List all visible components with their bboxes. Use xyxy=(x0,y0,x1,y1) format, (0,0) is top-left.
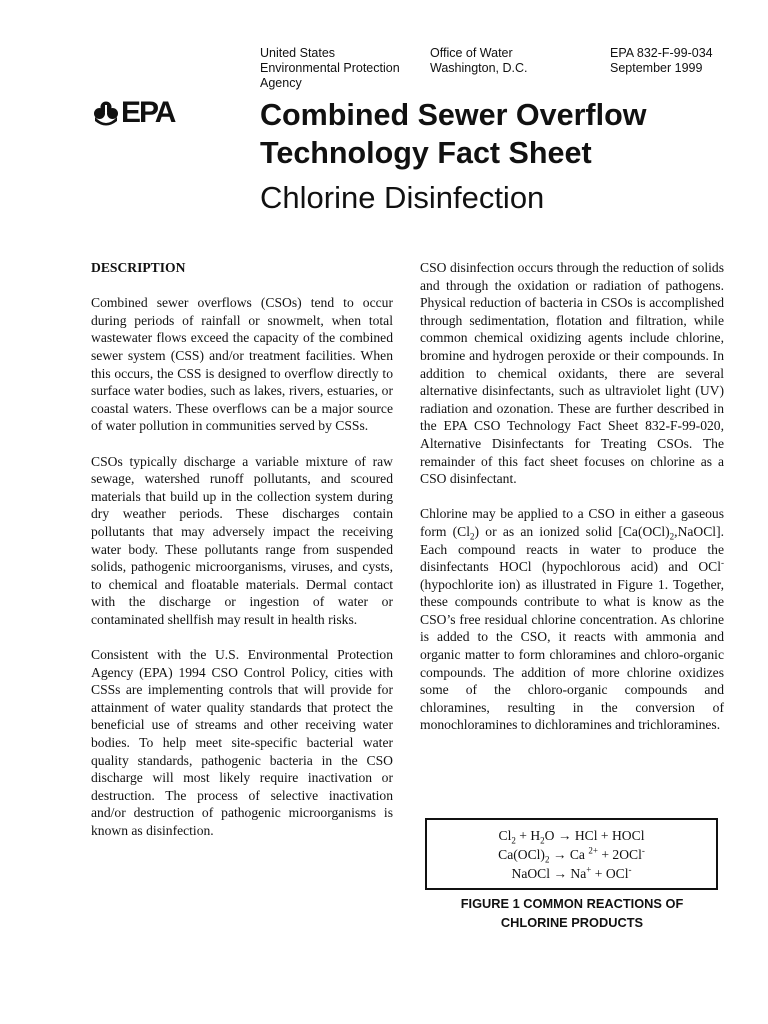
epa-logo-text: EPA xyxy=(121,96,175,129)
subscript: 2 xyxy=(540,835,545,846)
subscript: 2 xyxy=(669,531,675,542)
subscript: 2 xyxy=(470,531,475,542)
figure-caption xyxy=(420,894,724,932)
document-number: EPA 832-F-99-034 xyxy=(610,46,713,60)
document-date: September 1999 xyxy=(610,61,703,75)
text-run: (hypochlorite ion) as illustrated in Figure 1. Together, these compounds contribute to what is know as the CSO’s free residual chlorine concentration. As chlorine is added to the CSO, it reacts with ammonia and organic matter to form chloramines and chloro-organic compounds. The addition of more chlorine oxidizes some of the chloro-organic compounds and chloramines, resulting in the conversion of monochloramines to dichloramines and trichloramines. xyxy=(420,576,724,733)
paragraph-description-1: Combined sewer overflows (CSOs) tend to occur during periods of rainfall or snowmelt, when total wastewater flows exceed the capacity of the combined sewer system (CSS) and/or treatment facilities. When this occurs, the CSS is designed to overflow directly to surface water bodies, such as lakes, rivers, estuaries, or coastal waters. These overflows can be a major source of water pollution in communities served by CSSs. xyxy=(91,295,393,434)
agency-block xyxy=(260,46,420,91)
agency-line-2: Environmental Protection xyxy=(260,61,400,75)
epa-flower-icon xyxy=(92,99,120,127)
superscript: + xyxy=(586,864,592,875)
superscript: 2+ xyxy=(588,845,598,856)
office-block xyxy=(430,46,590,76)
title-line-1: Combined Sewer Overflow xyxy=(260,98,647,132)
document-title xyxy=(260,96,750,172)
text-run: ,NaOCl]. Each compound reacts in water to produce the disinfectants HOCl (hypochlorous acid) and OCl xyxy=(420,523,725,575)
eq-run: + H xyxy=(515,828,541,843)
text-run: ) or as an ionized solid [Ca(OCl) xyxy=(474,523,670,539)
paragraph-description-3: Consistent with the U.S. Environmental Protection Agency (EPA) 1994 CSO Control Policy, cities with CSSs are implementing controls that will provide for attainment of water quality standards that protect the beneficial use of streams and other receiving water bodies. To help meet site-specific bacterial water quality standards, pathogenic bacteria in the CSO discharge will most likely require inactivation or destruction. The process of selective inactivation and/or destruction of pathogenic microorganisms is known as disinfection. xyxy=(91,647,393,838)
equation-2 xyxy=(427,845,716,864)
equation-1 xyxy=(427,826,716,845)
document-number-block xyxy=(610,46,760,76)
office-line-1: Office of Water xyxy=(430,46,513,60)
eq-run: Ca(OCl) xyxy=(498,847,545,862)
figure-reactions-box xyxy=(425,818,718,890)
text-run: Chlorine may be applied to a CSO in either a gaseous form (Cl xyxy=(420,506,724,539)
eq-run: + 2OCl xyxy=(597,847,642,862)
document-subtitle: Chlorine Disinfection xyxy=(260,180,545,215)
subscript: 2 xyxy=(511,835,516,846)
equation-3 xyxy=(427,864,716,883)
eq-run: O → HCl + HOCl xyxy=(544,828,645,843)
superscript: - xyxy=(721,557,724,568)
section-heading-description: DESCRIPTION xyxy=(91,260,186,275)
eq-run: + OCl xyxy=(591,866,629,881)
caption-line-2: CHLORINE PRODUCTS xyxy=(500,915,644,930)
superscript: - xyxy=(641,845,645,856)
office-line-2: Washington, D.C. xyxy=(430,61,528,75)
title-line-2: Technology Fact Sheet xyxy=(260,136,592,170)
right-column xyxy=(420,259,724,752)
subscript: 2 xyxy=(544,854,550,865)
agency-line-1: United States xyxy=(260,46,336,60)
caption-line-1: FIGURE 1 COMMON REACTIONS OF xyxy=(460,896,684,911)
eq-run: → Ca xyxy=(549,847,589,862)
superscript: - xyxy=(628,864,632,875)
agency-line-3: Agency xyxy=(260,76,302,90)
eq-run: Cl xyxy=(498,828,512,843)
paragraph-description-2: CSOs typically discharge a variable mixture of raw sewage, watershed runoff pollutants, and scoured materials that build up in the collection system during dry weather periods. These discharges contain pollutants that may adversely impact the receiving water body. These pollutants range from suspended solids, pathogenic microorganisms, viruses, and cysts, to chemical and floatable materials. Dermal contact with the discharge or ingestion of water or contaminated shellfish may result in health risks. xyxy=(91,453,393,627)
paragraph-chlorine-application xyxy=(420,505,724,734)
paragraph-disinfection-1: CSO disinfection occurs through the reduction of solids and through the oxidation or radiation of pathogens. Physical reduction of bacteria in CSOs is accomplished through sedimentation, flotation and filtration, while common chemical oxidizing agents include chlorine, bromine and hydrogen peroxide or their compounds. In addition to chemical oxidants, there are several alternative disinfectants, such as ultraviolet light (UV) radiation and ozonation. These are further described in the EPA CSO Technology Fact Sheet 832-F-99-020, Alternative Disinfectants for Treating CSOs. The remainder of this fact sheet focuses on chlorine as a CSO disinfectant. xyxy=(420,260,724,487)
eq-run: NaOCl → Na xyxy=(511,866,587,881)
left-column xyxy=(91,259,393,857)
epa-logo xyxy=(92,96,184,130)
